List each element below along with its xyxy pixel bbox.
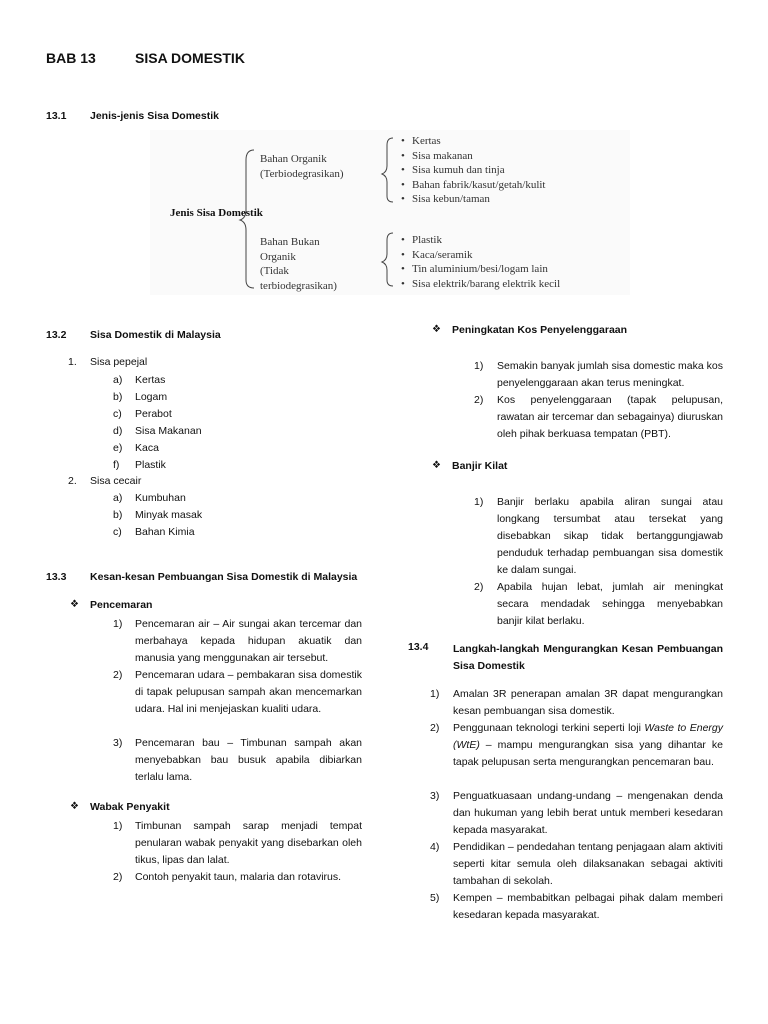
list-item: Logam — [135, 391, 168, 403]
diagram-item: • Kertas — [412, 134, 546, 149]
item-number: 1) — [474, 496, 484, 508]
item-text: Timbunan sampah sarap menjadi tempat penularan wabak penyakit yang disebarkan oleh tikus, lipas dan lalat. — [135, 820, 362, 866]
diagram-root: Jenis Sisa Domestik — [170, 207, 263, 219]
item-text: Pencemaran air – Air sungai akan tercemar dan merbahaya kepada hidupan akuatik dan manusia yang menggunakan air tersebut. — [135, 618, 362, 664]
organik-label: Bahan Organik (Terbiodegrasikan) — [260, 153, 344, 180]
item-number: 5) — [430, 892, 440, 904]
diagram-item: • Sisa makanan — [412, 149, 546, 164]
bukan-organik-label: Bahan Bukan Organik (Tidak terbiodegrasikan) — [260, 236, 337, 292]
list-item: Kumbuhan — [135, 492, 186, 504]
item-letter: c) — [113, 526, 122, 538]
diagram-item: • Sisa kumuh dan tinja — [412, 163, 546, 178]
list-item: Kaca — [135, 442, 159, 454]
item-letter: b) — [113, 509, 123, 521]
item-number: 1) — [113, 820, 123, 832]
item-number: 2) — [430, 722, 440, 734]
list-item: Bahan Kimia — [135, 526, 195, 538]
group-title: Peningkatan Kos Penyelenggaraan — [452, 324, 628, 336]
item-text — [453, 720, 723, 771]
list-label: Sisa pepejal — [90, 356, 148, 368]
group-title: Wabak Penyakit — [90, 801, 170, 813]
waste-types-diagram — [150, 130, 630, 295]
item-text-italic: Waste to Energy (WtE) — [453, 722, 723, 751]
list-item: Kertas — [135, 374, 166, 386]
item-number: 1) — [113, 618, 123, 630]
item-text: Apabila hujan lebat, jumlah air meningkat secara mendadak sehingga menyebabkan banjir kilat berlaku. — [497, 581, 723, 627]
diagram-item: • Kaca/seramik — [412, 248, 560, 263]
chapter-number: BAB 13 — [46, 50, 96, 66]
diagram-item: • Sisa kebun/taman — [412, 192, 546, 207]
item-text-part: Penggunaan teknologi terkini seperti loji — [453, 722, 645, 734]
diagram-item: • Tin aluminium/besi/logam lain — [412, 262, 560, 277]
diamond-bullet-icon: ❖ — [70, 599, 79, 610]
item-text: Pencemaran bau – Timbunan sampah akan menyebabkan bau busuk apabila dibiarkan terlalu lama. — [135, 737, 362, 783]
section-number: 13.3 — [46, 571, 67, 583]
item-letter: f) — [113, 459, 120, 471]
chapter-title: SISA DOMESTIK — [135, 50, 245, 66]
diagram-item: • Bahan fabrik/kasut/getah/kulit — [412, 178, 546, 193]
item-text-part: – mampu mengurangkan sisa yang dihantar ke tapak pelupusan serta mengurangkan pencemaran bau. — [453, 739, 723, 768]
item-number: 2) — [474, 581, 484, 593]
item-number: 3) — [113, 737, 123, 749]
item-text: Pendidikan – pendedahan tentang penjagaan alam aktiviti seperti kitar semula oleh dilaksanakan sebagai aktiviti tambahan di sekolah. — [453, 841, 723, 887]
item-number: 2) — [113, 669, 123, 681]
item-letter: b) — [113, 391, 123, 403]
item-number: 2) — [474, 394, 484, 406]
group-title: Pencemaran — [90, 599, 153, 611]
list-item: Perabot — [135, 408, 172, 420]
list-number: 1. — [68, 356, 77, 368]
section-title: Jenis-jenis Sisa Domestik — [90, 110, 219, 122]
diamond-bullet-icon: ❖ — [70, 801, 79, 812]
group-title: Banjir Kilat — [452, 460, 508, 472]
item-text: Penguatkuasaan undang-undang – mengenakan denda dan hukuman yang lebih berat untuk memberi kesedaran kepada masyarakat. — [453, 790, 723, 836]
section-title: Kesan-kesan Pembuangan Sisa Domestik di Malaysia — [90, 571, 358, 583]
item-number: 1) — [430, 688, 440, 700]
bukan-organik-items — [412, 233, 560, 291]
item-number: 3) — [430, 790, 440, 802]
list-item: Sisa Makanan — [135, 425, 202, 437]
item-text: Banjir berlaku apabila aliran sungai atau longkang tersumbat atau tersekat yang disebabkan sikap tidak bertanggungjawab penduduk terhadap pembuangan sisa domestik ke dalam sungai. — [497, 496, 723, 576]
item-text: Contoh penyakit taun, malaria dan rotavirus. — [135, 871, 342, 883]
organik-items — [412, 134, 546, 207]
diagram-item: • Plastik — [412, 233, 560, 248]
item-text: Semakin banyak jumlah sisa domestic maka kos penyelenggaraan akan terus meningkat. — [497, 360, 723, 389]
diamond-bullet-icon: ❖ — [432, 460, 441, 471]
item-number: 1) — [474, 360, 484, 372]
list-item: Plastik — [135, 459, 166, 471]
item-letter: a) — [113, 374, 123, 386]
diagram-item: • Sisa elektrik/barang elektrik kecil — [412, 277, 560, 292]
item-text: Kos penyelenggaraan (tapak pelupusan, rawatan air tercemar dan sebagainya) diuruskan oleh pihak berkuasa tempatan (PBT). — [497, 394, 723, 440]
section-number: 13.4 — [408, 641, 429, 653]
list-number: 2. — [68, 475, 77, 487]
item-number: 2) — [113, 871, 123, 883]
section-number: 13.2 — [46, 329, 67, 341]
item-text: Pencemaran udara – pembakaran sisa domestik di tapak pelupusan sampah akan mencemarkan udara. Hal ini menjejaskan kualiti udara. — [135, 669, 362, 715]
item-text: Amalan 3R penerapan amalan 3R dapat mengurangkan kesan pembuangan sisa domestik. — [453, 688, 723, 717]
item-text: Kempen – membabitkan pelbagai pihak dalam memberi kesedaran kepada masyarakat. — [453, 892, 723, 921]
section-title: Langkah-langkah Mengurangkan Kesan Pembuangan Sisa Domestik — [453, 643, 723, 672]
item-letter: e) — [113, 442, 123, 454]
item-letter: a) — [113, 492, 123, 504]
item-letter: c) — [113, 408, 122, 420]
list-label: Sisa cecair — [90, 475, 142, 487]
diamond-bullet-icon: ❖ — [432, 324, 441, 335]
item-number: 4) — [430, 841, 440, 853]
section-number: 13.1 — [46, 110, 67, 122]
section-title: Sisa Domestik di Malaysia — [90, 329, 221, 341]
item-letter: d) — [113, 425, 123, 437]
list-item: Minyak masak — [135, 509, 203, 521]
